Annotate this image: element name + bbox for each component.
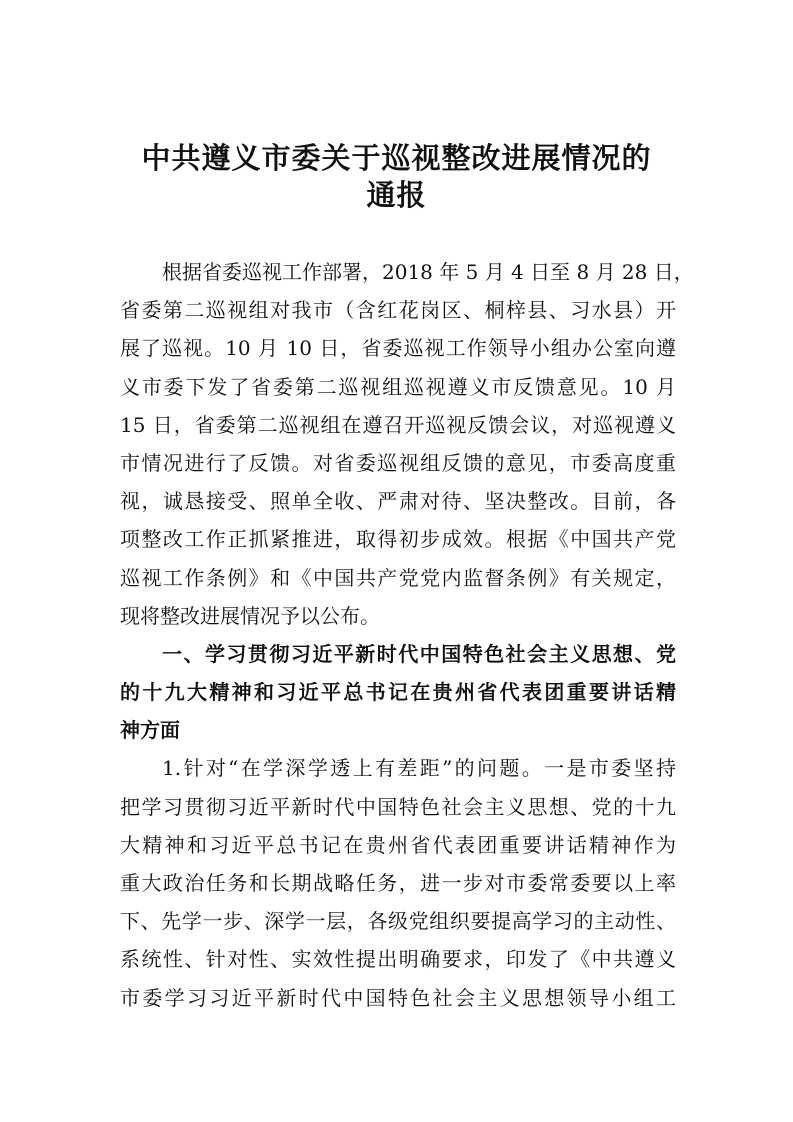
- section-heading: [120, 635, 676, 750]
- text-line: 项整改工作正抓紧推进，取得初步成效。根据《中国共产党: [120, 527, 676, 552]
- text-line: 视，诚恳接受、照单全收、严肃对待、坚决整改。目前，各: [120, 489, 676, 514]
- text-line: 15 日，省委第二巡视组在遵召开巡视反馈会议，对巡视遵义: [120, 412, 676, 437]
- text-line: 省委第二巡视组对我市（含红花岗区、桐梓县、习水县）开: [120, 298, 676, 323]
- document-title-line-2: 通报: [366, 178, 427, 212]
- heading-line: 的十九大精神和习近平总书记在贵州省代表团重要讲话精: [120, 680, 676, 705]
- heading-line: 神方面: [120, 718, 180, 743]
- text-line: 大精神和习近平总书记在贵州省代表团重要讲话精神作为: [120, 832, 676, 857]
- text-line: 巡视工作条例》和《中国共产党党内监督条例》有关规定，: [120, 565, 676, 590]
- text-line: 下、先学一步、深学一层，各级党组织要提高学习的主动性、: [120, 909, 676, 934]
- document-body: [120, 253, 694, 1017]
- intro-paragraph: [120, 253, 694, 635]
- item-1-paragraph: [120, 749, 676, 1016]
- text-line: 现将整改进展情况予以公布。: [120, 603, 380, 628]
- text-line: 义市委下发了省委第二巡视组巡视遵义市反馈意见。10 月: [120, 374, 676, 399]
- text-line: 1.针对“在学深学透上有差距”的问题。一是市委坚持: [162, 756, 676, 781]
- text-line: 根据省委巡视工作部署，2018 年 5 月 4 日至 8 月 28 日，: [162, 260, 694, 284]
- text-line: 重大政治任务和长期战略任务，进一步对市委常委要以上率: [120, 871, 676, 895]
- heading-line: 一、学习贯彻习近平新时代中国特色社会主义思想、党: [162, 641, 676, 666]
- text-line: 市情况进行了反馈。对省委巡视组反馈的意见，市委高度重: [120, 450, 676, 475]
- text-line: 系统性、针对性、实效性提出明确要求，印发了《中共遵义: [120, 947, 676, 972]
- text-line: 把学习贯彻习近平新时代中国特色社会主义思想、党的十九: [120, 794, 676, 819]
- text-line: 市委学习习近平新时代中国特色社会主义思想领导小组工: [120, 985, 676, 1010]
- document-title-line-1: 中共遵义市委关于巡视整改进展情况的: [141, 141, 652, 175]
- text-line: 展了巡视。10 月 10 日，省委巡视工作领导小组办公室向遵: [120, 336, 676, 361]
